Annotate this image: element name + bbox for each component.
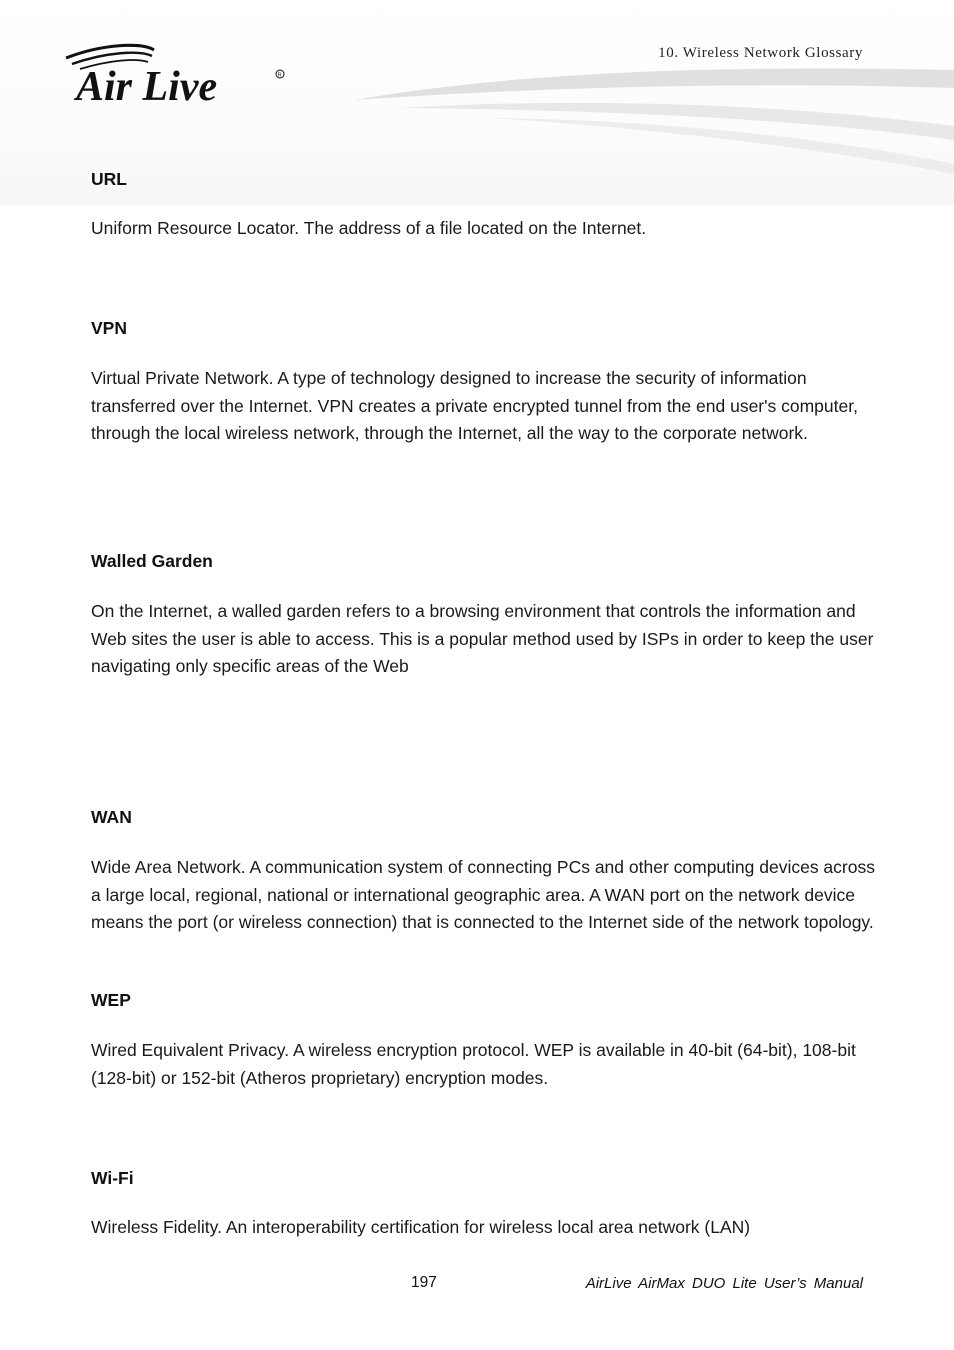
definition-wi-fi: Wireless Fidelity. An interoperability certification for wireless local area network (LAN) (91, 1217, 751, 1237)
definition-vpn: Virtual Private Network. A type of technology designed to increase the security of information transferred over the Internet. VPN creates a private encrypted tunnel from the end user's computer, through the local wireless network, through the Internet, all the way to the corporate network. (91, 368, 858, 444)
definition-url: Uniform Resource Locator. The address of a file located on the Internet. (91, 218, 647, 238)
definition-wep: Wired Equivalent Privacy. A wireless encryption protocol. WEP is available in 40-bit (64-bit), 108-bit (128-bit) or 152-bit (Atheros proprietary) encryption modes. (91, 1040, 856, 1088)
header-swoosh (340, 60, 954, 190)
airlive-logo (62, 40, 292, 110)
term-wan: WAN (91, 807, 132, 827)
definition-walled-garden: On the Internet, a walled garden refers to a browsing environment that controls the information and Web sites the user is able to access. This is a popular method used by ISPs in order to keep the user navigating only specific areas of the Web (91, 601, 874, 677)
svg-text:Air Live: Air Live (76, 64, 218, 110)
page-number: 197 (411, 1274, 437, 1291)
term-wep: WEP (91, 990, 131, 1010)
definition-wan: Wide Area Network. A communication system of connecting PCs and other computing devices across a large local, regional, national or international geographic area. A WAN port on the network device means the port (or wireless connection) that is connected to the Internet side of the network topology. (91, 857, 875, 933)
term-wi-fi: Wi-Fi (91, 1168, 134, 1188)
term-vpn: VPN (91, 318, 127, 338)
manual-title: AirLive AirMax DUO Lite User’s Manual (585, 1275, 863, 1292)
term-url: URL (91, 169, 127, 189)
term-walled-garden: Walled Garden (91, 551, 213, 571)
chapter-heading: 10. Wireless Network Glossary (658, 45, 863, 61)
svg-text:R: R (277, 72, 282, 79)
